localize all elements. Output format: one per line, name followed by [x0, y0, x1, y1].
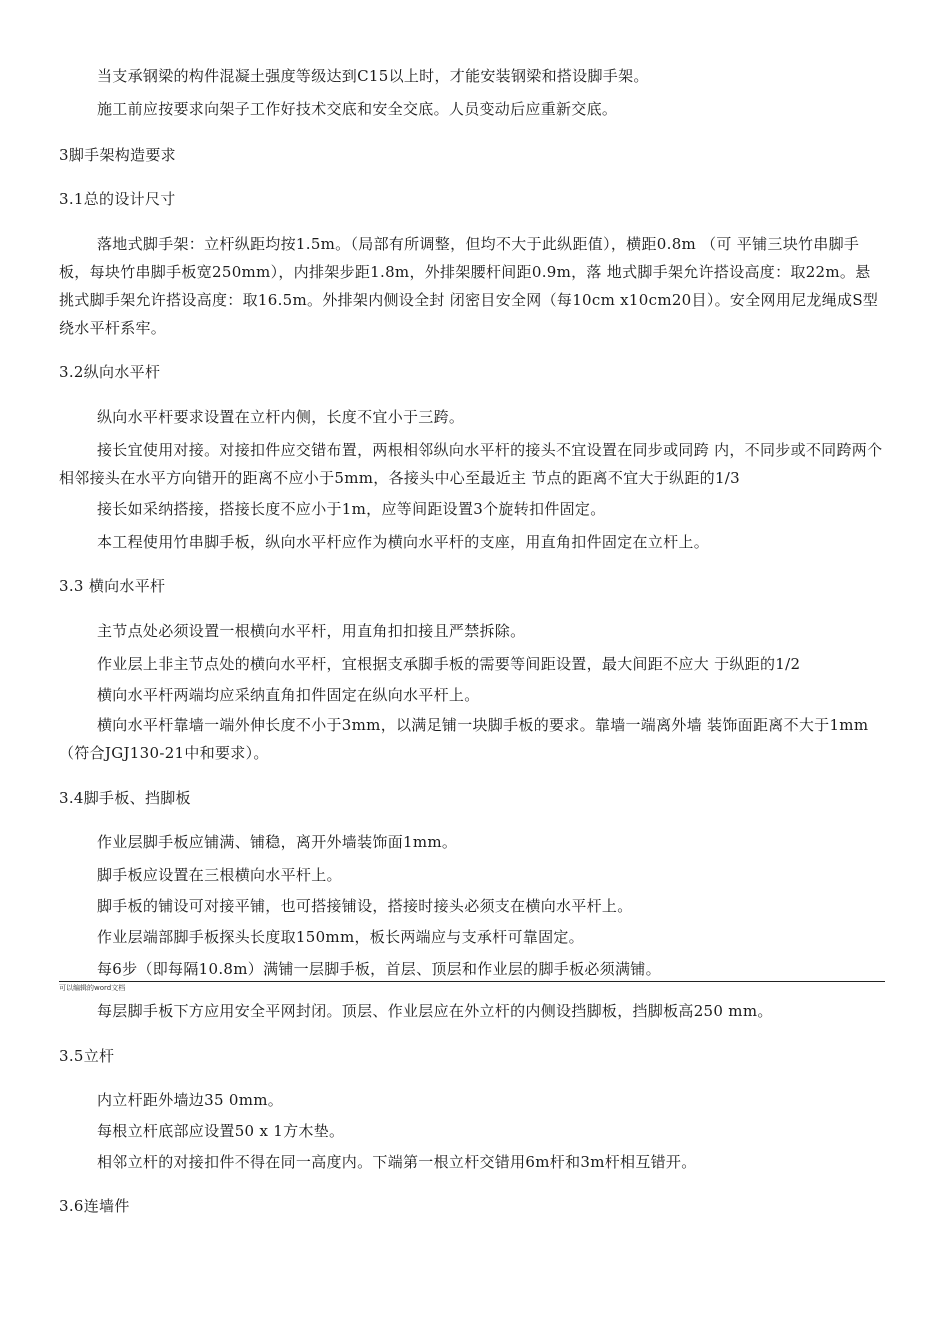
paragraph: 接长宜使用对接。对接扣件应交错布置，两根相邻纵向水平杆的接头不宜设置在同步或同跨 内，不同步或不同跨两个相邻接头在水平方向错开的距离不应小于5mm，各接头中心至最近主 节点的距离不宜大于纵距的1/3 — [59, 441, 883, 487]
paragraph: 作业层上非主节点处的横向水平杆，宜根据支承脚手板的需要等间距设置，最大间距不应大 于纵距的1/2 — [97, 655, 801, 673]
paragraph: 横向水平杆两端均应采纳直角扣件固定在纵向水平杆上。 — [97, 686, 480, 704]
paragraph: 脚手板的铺设可对接平铺，也可搭接铺设，搭接时接头必须支在横向水平杆上。 — [97, 897, 633, 915]
paragraph: 每层脚手板下方应用安全平网封闭。顶层、作业层应在外立杆的内侧设挡脚板，挡脚板高250 mm。 — [97, 1002, 773, 1020]
paragraph: 纵向水平杆要求设置在立杆内侧，长度不宜小于三跨。 — [97, 408, 465, 426]
paragraph: 作业层脚手板应铺满、铺稳，离开外墙装饰面1mm。 — [97, 833, 458, 851]
footer-note: 可以编辑的word文档 — [59, 984, 126, 992]
paragraph: 落地式脚手架：立杆纵距均按1.5m。（局部有所调整，但均不大于此纵距值），横距0.8m （可 平铺三块竹串脚手板，每块竹串脚手板宽250mm），内排架步距1.8m，外排架腰杆间距0.9m，落 地式脚手架允许搭设高度：取22m。悬挑式脚手架允许搭设高度：取16.5m。外排架内侧设全封 闭密目安全网（每10cm x10cm20目）。安全网用尼龙绳成S型绕水平杆系牢。 — [59, 235, 879, 337]
footer-divider — [59, 981, 885, 982]
paragraph: 主节点处必须设置一根横向水平杆，用直角扣扣接且严禁拆除。 — [97, 622, 526, 640]
subsection-heading: 3.4脚手板、挡脚板 — [59, 789, 191, 807]
paragraph: 作业层端部脚手板探头长度取150mm，板长两端应与支承杆可靠固定。 — [97, 928, 584, 946]
paragraph: 内立杆距外墙边35 0mm。 — [97, 1091, 284, 1109]
paragraph: 本工程使用竹串脚手板，纵向水平杆应作为横向水平杆的支座，用直角扣件固定在立杆上。 — [97, 533, 710, 551]
subsection-heading: 3.6连墙件 — [59, 1197, 130, 1215]
paragraph: 接长如采纳搭接，搭接长度不应小于1m，应等间距设置3个旋转扣件固定。 — [97, 500, 606, 518]
paragraph: 每根立杆底部应设置50 x 1方木垫。 — [97, 1122, 345, 1140]
paragraph: 相邻立杆的对接扣件不得在同一高度内。下端第一根立杆交错用6m杆和3m杆相互错开。 — [97, 1153, 697, 1171]
paragraph: 施工前应按要求向架子工作好技术交底和安全交底。人员变动后应重新交底。 — [97, 100, 618, 118]
paragraph: 当支承钢梁的构件混凝土强度等级达到C15以上时，才能安装钢梁和搭设脚手架。 — [97, 67, 649, 85]
subsection-heading: 3.2纵向水平杆 — [59, 363, 161, 381]
subsection-heading: 3.1总的设计尺寸 — [59, 190, 176, 208]
subsection-heading: 3.5立杆 — [59, 1047, 115, 1065]
section-heading: 3脚手架构造要求 — [59, 146, 176, 164]
paragraph: 脚手板应设置在三根横向水平杆上。 — [97, 866, 342, 884]
subsection-heading: 3.3 横向水平杆 — [59, 577, 166, 595]
paragraph: 每6步（即每隔10.8m）满铺一层脚手板，首层、顶层和作业层的脚手板必须满铺。 — [97, 960, 661, 978]
paragraph: 横向水平杆靠墙一端外伸长度不小于3mm，以满足铺一块脚手板的要求。靠墙一端离外墙 装饰面距离不大于1mm （符合JGJ130-21中和要求）。 — [59, 716, 869, 762]
